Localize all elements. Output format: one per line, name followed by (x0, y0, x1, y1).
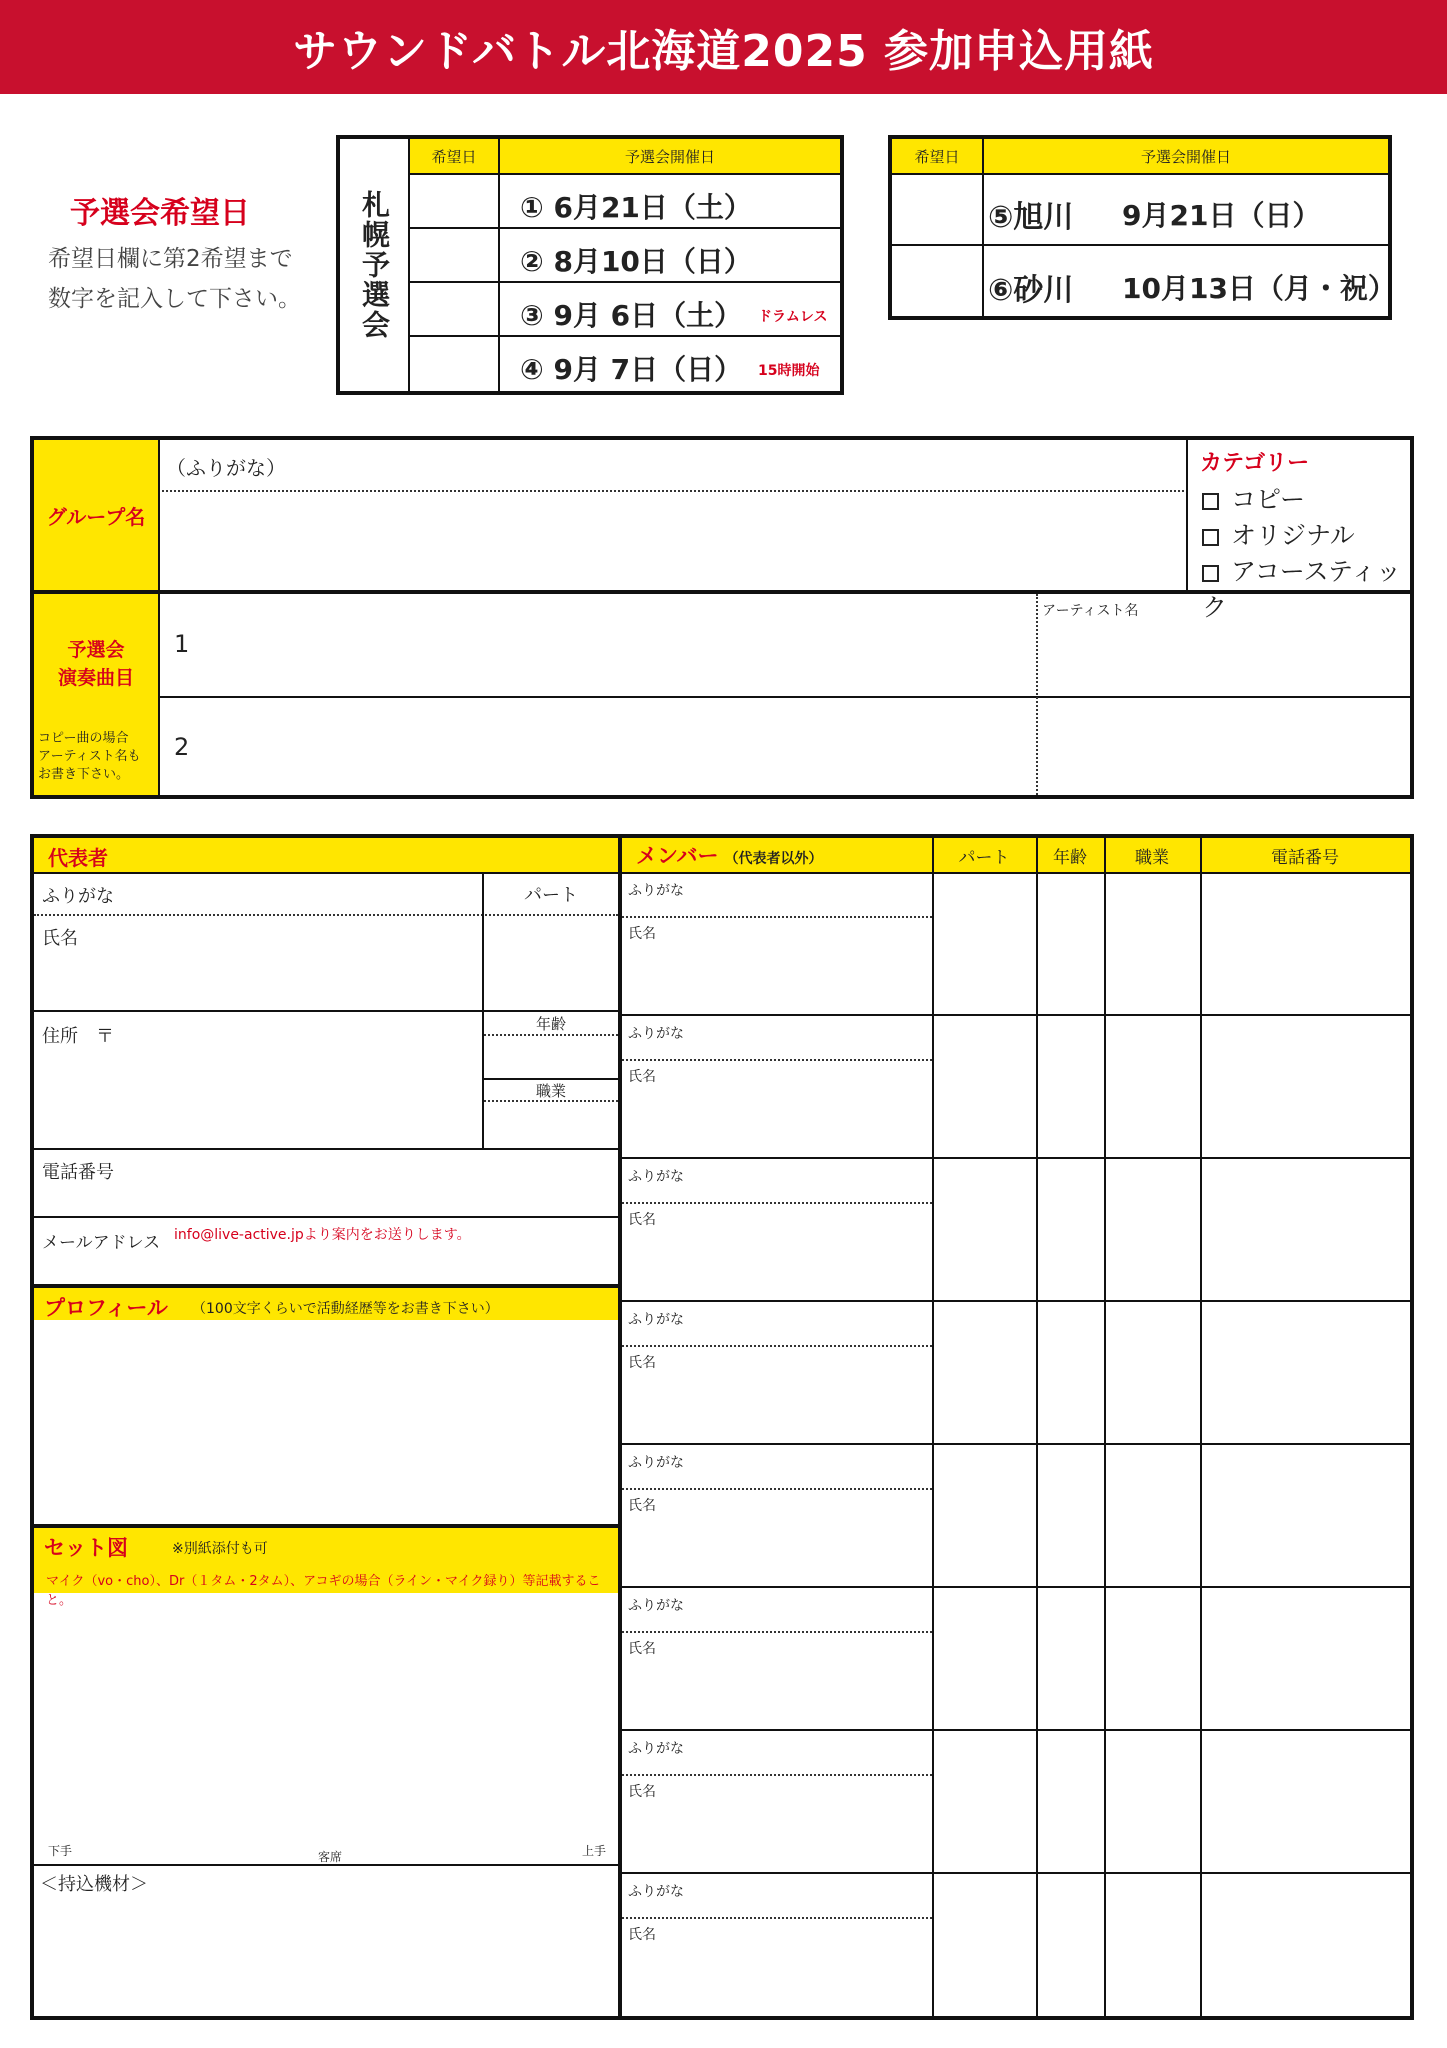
other-col-date: 予選会開催日 (1140, 148, 1231, 166)
member-name-label: 氏名 (628, 1498, 656, 1514)
rep-age-label: 年齢 (535, 1014, 566, 1033)
representative-section (30, 834, 622, 2020)
category-copy-label: コピー (1231, 485, 1306, 514)
artist-name-label: アーティスト名 (1042, 603, 1139, 619)
member-age-input[interactable] (1040, 1734, 1102, 1868)
member-name-input[interactable] (668, 1349, 928, 1439)
sunagawa-date: 10月13日（月・祝） (1122, 272, 1396, 305)
member-furigana-input[interactable] (692, 1591, 928, 1629)
member-part-input[interactable] (936, 1591, 1034, 1725)
member-name-input[interactable] (668, 920, 928, 1010)
rep-email-input[interactable] (174, 1246, 614, 1282)
member-furigana-label: ふりがな (628, 1884, 684, 1900)
group-section (30, 436, 1414, 799)
member-name-label: 氏名 (628, 1355, 656, 1371)
category-original-label: オリジナル (1231, 521, 1355, 550)
group-name-input[interactable] (164, 496, 1182, 586)
member-furigana-label: ふりがな (628, 883, 684, 899)
rep-email-note: info@live-active.jpより案内をお送りします。 (174, 1227, 471, 1243)
member-row (622, 872, 1410, 1015)
member-name-label: 氏名 (628, 1212, 656, 1228)
category-label: カテゴリー (1200, 451, 1310, 476)
sapporo-side-label: 札幌予選会 (358, 190, 391, 340)
member-part-input[interactable] (936, 1162, 1034, 1296)
member-furigana-input[interactable] (692, 1019, 928, 1057)
members-col-part: パート (958, 847, 1010, 868)
preselection-instruction-1: 希望日欄に第2希望まで (48, 246, 293, 272)
member-age-input[interactable] (1040, 1591, 1102, 1725)
rep-address-label: 住所 〒 (42, 1026, 114, 1047)
asahikawa-city: ⑤旭川 (988, 200, 1074, 235)
sapporo-note-3: ドラムレス (758, 309, 828, 325)
member-phone-input[interactable] (1204, 1448, 1408, 1582)
member-job-input[interactable] (1108, 1019, 1198, 1153)
equipment-label: ＜持込機材＞ (40, 1874, 148, 1895)
member-job-input[interactable] (1108, 1448, 1198, 1582)
rep-part-input[interactable] (486, 918, 616, 1008)
sapporo-wish-input-2[interactable] (410, 229, 496, 281)
member-age-input[interactable] (1040, 1162, 1102, 1296)
member-job-input[interactable] (1108, 1591, 1198, 1725)
member-job-input[interactable] (1108, 1305, 1198, 1439)
member-furigana-input[interactable] (692, 1877, 928, 1915)
member-age-input[interactable] (1040, 1019, 1102, 1153)
audience-label: 客席 (318, 1850, 343, 1864)
songs-note: コピー曲の場合 アーティスト名も お書き下さい。 (38, 731, 141, 782)
member-row (622, 1730, 1410, 1873)
rep-furigana-label: ふりがな (42, 886, 114, 907)
songs-label: 予選会 演奏曲目 (57, 639, 134, 689)
member-furigana-label: ふりがな (628, 1598, 684, 1614)
member-furigana-label: ふりがな (628, 1312, 684, 1328)
rep-phone-input[interactable] (144, 1152, 614, 1212)
rep-name-label: 氏名 (42, 928, 78, 949)
sapporo-col-date: 予選会開催日 (624, 148, 715, 166)
group-name-label: グループ名 (46, 504, 146, 529)
member-part-input[interactable] (936, 1305, 1034, 1439)
rep-job-label: 職業 (535, 1081, 566, 1100)
member-phone-input[interactable] (1204, 1734, 1408, 1868)
rep-phone-label: 電話番号 (42, 1162, 114, 1183)
song-artist-input-2[interactable] (1042, 700, 1406, 792)
member-name-label: 氏名 (628, 1927, 656, 1943)
member-name-label: 氏名 (628, 1641, 656, 1657)
member-row (622, 1444, 1410, 1587)
song-number-2: 2 (174, 733, 190, 761)
sapporo-date-1: ① 6月21日（土） (520, 191, 752, 224)
member-part-input[interactable] (936, 1734, 1034, 1868)
profile-note: （100文字くらいで活動経歴等をお書き下さい） (192, 1301, 499, 1317)
member-age-input[interactable] (1040, 1305, 1102, 1439)
asahikawa-date: 9月21日（日） (1122, 199, 1321, 232)
rep-part-label: パート (524, 885, 578, 906)
member-name-label: 氏名 (628, 1069, 656, 1085)
member-furigana-input[interactable] (692, 876, 928, 914)
members-col-age: 年齢 (1053, 847, 1087, 868)
song-title-input-2[interactable] (204, 700, 1030, 792)
members-col-phone: 電話番号 (1271, 847, 1339, 868)
other-col-wish: 希望日 (914, 148, 960, 166)
rep-furigana-input[interactable] (124, 876, 476, 912)
sapporo-date-table (336, 135, 844, 395)
setup-diagram-area[interactable] (40, 1598, 612, 1834)
member-phone-input[interactable] (1204, 1019, 1408, 1153)
member-name-input[interactable] (668, 1635, 928, 1725)
member-row (622, 1873, 1410, 2016)
member-name-input[interactable] (668, 1492, 928, 1582)
category-original-checkbox[interactable] (1202, 529, 1219, 546)
setup-instruction: マイク（vo・cho）、Dr（１タム・2タム）、アコギの場合（ライン・マイク録り）等記載すること。 (46, 1574, 601, 1608)
rep-name-input[interactable] (94, 918, 478, 1008)
member-furigana-label: ふりがな (628, 1455, 684, 1471)
stage-right-label: 上手 (582, 1844, 607, 1858)
member-part-input[interactable] (936, 1877, 1034, 2011)
profile-title: プロフィール (44, 1296, 168, 1320)
member-row (622, 1158, 1410, 1301)
member-furigana-input[interactable] (692, 1162, 928, 1200)
other-wish-input-5[interactable] (892, 175, 980, 244)
category-copy[interactable] (1202, 480, 1305, 516)
member-furigana-label: ふりがな (628, 1169, 684, 1185)
song-number-1: 1 (174, 630, 190, 658)
member-job-input[interactable] (1108, 1162, 1198, 1296)
sapporo-wish-input-4[interactable] (410, 337, 496, 389)
member-furigana-input[interactable] (692, 1305, 928, 1343)
member-phone-input[interactable] (1204, 1877, 1408, 2011)
member-name-input[interactable] (668, 1921, 928, 2011)
member-age-input[interactable] (1040, 876, 1102, 1010)
member-age-input[interactable] (1040, 1877, 1102, 2011)
member-name-input[interactable] (668, 1063, 928, 1153)
song-title-input-1[interactable] (204, 596, 1030, 692)
member-name-input[interactable] (668, 1206, 928, 1296)
group-furigana-label: （ふりがな） (166, 456, 286, 480)
equipment-input[interactable] (40, 1896, 612, 2014)
member-age-input[interactable] (1040, 1448, 1102, 1582)
other-date-table (888, 135, 1396, 320)
rep-job-input[interactable] (486, 1102, 616, 1146)
category-acoustic[interactable] (1202, 552, 1410, 624)
stage-left-label: 下手 (48, 1844, 73, 1858)
preselection-title: 予選会希望日 (70, 196, 250, 231)
member-phone-input[interactable] (1204, 876, 1408, 1010)
sapporo-date-4: ④ 9月 7日（日） (520, 353, 743, 386)
member-phone-input[interactable] (1204, 1591, 1408, 1725)
member-furigana-label: ふりがな (628, 1741, 684, 1757)
member-phone-input[interactable] (1204, 1162, 1408, 1296)
member-row (622, 1587, 1410, 1730)
member-row (622, 1015, 1410, 1158)
category-acoustic-label: アコースティック (1202, 557, 1402, 622)
member-name-label: 氏名 (628, 1784, 656, 1800)
rep-age-input[interactable] (486, 1036, 616, 1076)
profile-textarea[interactable] (40, 1324, 612, 1520)
sapporo-wish-input-3[interactable] (410, 283, 496, 335)
group-furigana-input[interactable] (334, 444, 1174, 488)
preselection-instruction-2: 数字を記入して下さい。 (48, 286, 301, 312)
setup-title: セット図 (44, 1536, 128, 1560)
members-table (618, 834, 1414, 2020)
song-artist-input-1[interactable] (1042, 622, 1406, 692)
member-furigana-label: ふりがな (628, 1026, 684, 1042)
member-name-input[interactable] (668, 1778, 928, 1868)
member-furigana-input[interactable] (692, 1448, 928, 1486)
sapporo-date-2: ② 8月10日（日） (520, 245, 752, 278)
member-job-input[interactable] (1108, 1877, 1198, 2011)
members-col-job: 職業 (1135, 847, 1169, 868)
members-title: メンバー （代表者以外） (636, 844, 823, 868)
sapporo-date-3: ③ 9月 6日（土） (520, 299, 743, 332)
setup-note: ※別紙添付も可 (172, 1541, 268, 1557)
category-copy-checkbox[interactable] (1202, 493, 1219, 510)
category-acoustic-checkbox[interactable] (1202, 565, 1219, 582)
member-name-label: 氏名 (628, 926, 656, 942)
other-wish-input-6[interactable] (892, 246, 980, 316)
rep-email-label: メールアドレス (42, 1233, 161, 1253)
member-job-input[interactable] (1108, 876, 1198, 1010)
representative-title: 代表者 (48, 846, 108, 870)
member-phone-input[interactable] (1204, 1305, 1408, 1439)
header-banner (0, 0, 1447, 94)
member-part-input[interactable] (936, 1448, 1034, 1582)
sapporo-note-4: 15時開始 (758, 363, 820, 379)
page-title: サウンドバトル北海道2025 参加申込用紙 (292, 26, 1155, 77)
sunagawa-city: ⑥砂川 (988, 273, 1074, 308)
member-furigana-input[interactable] (692, 1734, 928, 1772)
sapporo-col-wish: 希望日 (431, 148, 477, 166)
member-row (622, 1301, 1410, 1444)
member-part-input[interactable] (936, 876, 1034, 1010)
rep-address-input[interactable] (144, 1014, 478, 1144)
member-job-input[interactable] (1108, 1734, 1198, 1868)
member-part-input[interactable] (936, 1019, 1034, 1153)
sapporo-wish-input-1[interactable] (410, 175, 496, 227)
category-original[interactable] (1202, 516, 1355, 552)
